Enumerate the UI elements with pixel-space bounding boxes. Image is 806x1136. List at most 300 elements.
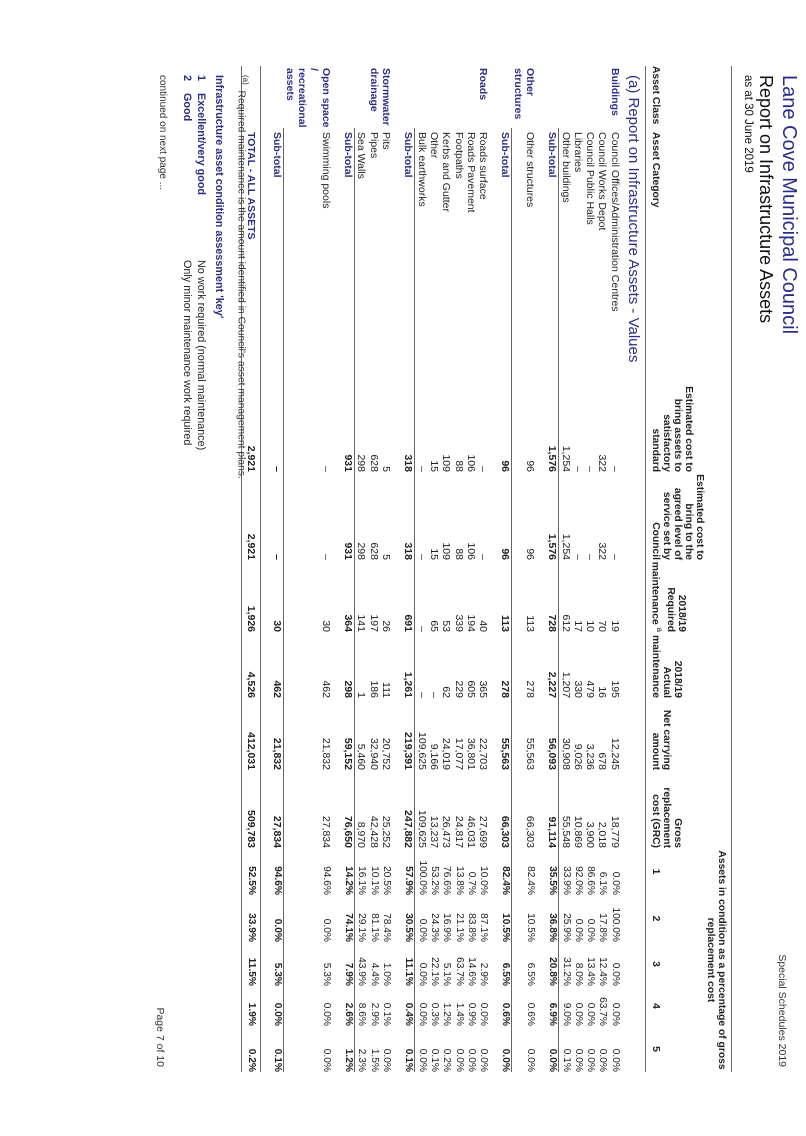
condition-percent-cell: 0.0% bbox=[585, 1048, 597, 1072]
condition-percent-cell: 0.0% bbox=[416, 962, 428, 986]
value-cell: 931 bbox=[342, 380, 355, 472]
condition-percent-cell: 20.8% bbox=[546, 942, 559, 986]
value-cell: – bbox=[271, 380, 284, 472]
value-cell: 1,207 bbox=[559, 671, 572, 698]
condition-percent-cell: 100.0% bbox=[609, 907, 621, 942]
asset-class-cell: Buildings bbox=[608, 68, 621, 116]
value-cell: 322 bbox=[596, 542, 609, 560]
value-cell: 109 bbox=[440, 454, 453, 472]
value-cell: – bbox=[319, 466, 332, 472]
value-cell: 1 bbox=[355, 692, 368, 698]
footnote-mark: (a) bbox=[241, 75, 250, 85]
condition-percent-cell: 0.0% bbox=[271, 986, 284, 1026]
condition-percent-cell: 0.0% bbox=[572, 1002, 584, 1026]
value-cell: – bbox=[477, 466, 490, 472]
table-row bbox=[596, 66, 608, 1072]
table-row bbox=[380, 66, 392, 1072]
condition-percent-cell: 0.2% bbox=[441, 1048, 453, 1072]
value-cell: 21,832 bbox=[319, 737, 332, 770]
condition-percent-cell: 76.6% bbox=[441, 866, 453, 895]
condition-percent-cell: 6.5% bbox=[499, 942, 512, 986]
value-cell: 76,650 bbox=[342, 770, 355, 848]
condition-percent-cell: 0.1% bbox=[428, 1048, 440, 1072]
key-item-name: Excellent/very good bbox=[195, 93, 207, 196]
col-est-cost-agreed: Estimated cost to bring to the agreed level of service set by Council bbox=[646, 472, 706, 560]
condition-percent-cell: 30.5% bbox=[402, 895, 415, 942]
value-cell: 46,031 bbox=[464, 815, 477, 848]
condition-percent-cell: 0.0% bbox=[478, 1002, 490, 1026]
condition-percent-cell: 10.5% bbox=[499, 895, 512, 942]
value-cell: 1,254 bbox=[559, 445, 572, 472]
value-cell: 16 bbox=[596, 686, 609, 698]
condition-percent-cell: 87.1% bbox=[478, 913, 490, 942]
value-cell: 25,252 bbox=[380, 815, 393, 848]
page-number: Page 7 of 10 bbox=[154, 1007, 166, 1067]
condition-percent-cell: 0.7% bbox=[465, 871, 477, 895]
condition-percent-cell: 7.9% bbox=[342, 942, 355, 986]
value-cell: 691 bbox=[402, 560, 415, 632]
value-cell: 96 bbox=[499, 472, 512, 560]
value-cell: 462 bbox=[271, 632, 284, 698]
condition-percent-cell: 14.2% bbox=[342, 848, 355, 895]
condition-percent-cell: 0.1% bbox=[381, 1002, 393, 1026]
condition-percent-cell: 100.0% bbox=[416, 860, 428, 895]
value-cell: – bbox=[319, 554, 332, 560]
value-cell: 15 bbox=[427, 460, 440, 472]
table-row bbox=[608, 66, 620, 1072]
condition-percent-cell: 78.4% bbox=[381, 913, 393, 942]
value-cell: 678 bbox=[596, 752, 609, 770]
footnote-text: Required maintenance is the amount identified in Council's asset management plans. bbox=[235, 90, 247, 479]
condition-percent-cell: 53.2% bbox=[428, 866, 440, 895]
value-cell: – bbox=[271, 472, 284, 560]
value-cell: 66,303 bbox=[499, 770, 512, 848]
value-cell: 55,563 bbox=[499, 698, 512, 770]
condition-percent-cell: 14.6% bbox=[465, 957, 477, 986]
value-cell: 56,093 bbox=[546, 698, 559, 770]
condition-percent-cell: 0.0% bbox=[585, 1002, 597, 1026]
value-cell: 109,625 bbox=[415, 732, 428, 770]
value-cell: 27,834 bbox=[319, 815, 332, 848]
value-cell: 194 bbox=[464, 614, 477, 632]
value-cell: 8,970 bbox=[355, 821, 368, 848]
infrastructure-assets-table bbox=[241, 66, 732, 1072]
condition-percent-cell: 0.1% bbox=[560, 1048, 572, 1072]
key-item-description: No work required (normal maintenance) bbox=[195, 260, 207, 451]
condition-percent-cell: 13.8% bbox=[453, 866, 465, 895]
table-row bbox=[428, 66, 440, 1072]
condition-percent-cell: 22.1% bbox=[428, 957, 440, 986]
condition-percent-cell: 74.1% bbox=[342, 895, 355, 942]
condition-percent-cell: 20.5% bbox=[381, 866, 393, 895]
value-cell: 30 bbox=[271, 560, 284, 632]
asset-category-cell: Other structures bbox=[523, 132, 536, 208]
condition-percent-cell: 13.4% bbox=[585, 957, 597, 986]
subtotal-label: Sub-total bbox=[402, 128, 415, 380]
subtotal-row bbox=[342, 66, 355, 1072]
subtotal-row bbox=[546, 66, 559, 1072]
table-row bbox=[584, 66, 596, 1072]
condition-percent-cell: 6.5% bbox=[524, 962, 536, 986]
value-cell: 27,699 bbox=[477, 815, 490, 848]
value-cell: 9,026 bbox=[571, 743, 584, 770]
value-cell: 17,077 bbox=[452, 737, 465, 770]
condition-percent-cell: 10.0% bbox=[478, 866, 490, 895]
condition-percent-cell: 16.9% bbox=[441, 913, 453, 942]
condition-percent-cell: 0.9% bbox=[465, 1002, 477, 1026]
value-cell: 42,428 bbox=[367, 815, 380, 848]
value-cell: 247,882 bbox=[402, 770, 415, 848]
value-cell: 186 bbox=[367, 680, 380, 698]
header-schedule-label: Special Schedules 2019 bbox=[776, 954, 788, 1067]
value-cell: 32,940 bbox=[367, 737, 380, 770]
condition-percent-cell: 0.3% bbox=[428, 1002, 440, 1026]
value-cell: – bbox=[584, 466, 597, 472]
value-cell: 2,921 bbox=[241, 380, 260, 472]
value-cell: – bbox=[415, 554, 428, 560]
value-cell: 62 bbox=[440, 686, 453, 698]
col-gross-replacement: Gross replacement cost (GRC) bbox=[646, 770, 706, 848]
condition-percent-cell: 17.8% bbox=[597, 913, 609, 942]
condition-percent-cell: 2.9% bbox=[368, 1002, 380, 1026]
value-cell: 24,817 bbox=[452, 815, 465, 848]
value-cell: – bbox=[477, 554, 490, 560]
report-date: as at 30 June 2019 bbox=[742, 75, 754, 173]
value-cell: 141 bbox=[355, 614, 368, 632]
asset-class-cell: Other structures bbox=[511, 68, 536, 120]
table-row bbox=[512, 66, 536, 1072]
value-cell: 21,832 bbox=[271, 698, 284, 770]
condition-percent-cell: 0.0% bbox=[416, 1002, 428, 1026]
col-actual-maintenance: 2018/19 Actual maintenance bbox=[646, 632, 706, 698]
value-cell: 26 bbox=[380, 620, 393, 632]
condition-percent-cell: 8.0% bbox=[572, 962, 584, 986]
value-cell: 330 bbox=[571, 680, 584, 698]
condition-percent-cell: 0.1% bbox=[402, 1026, 415, 1072]
section-title: (a) Report on Infrastructure Assets - Values bbox=[625, 75, 642, 363]
subtotal-row bbox=[499, 66, 512, 1072]
condition-percent-cell: 24.3% bbox=[428, 913, 440, 942]
value-cell: 15 bbox=[427, 548, 440, 560]
council-title: Lane Cove Municipal Council bbox=[778, 75, 800, 335]
condition-percent-cell: 0.6% bbox=[499, 986, 512, 1026]
value-cell: 40 bbox=[477, 620, 490, 632]
value-cell: 113 bbox=[523, 615, 536, 632]
value-cell: 113 bbox=[499, 560, 512, 632]
condition-percent-cell: 0.0% bbox=[499, 1026, 512, 1072]
condition-percent-cell: 5.3% bbox=[271, 942, 284, 986]
condition-percent-cell: 0.0% bbox=[320, 918, 332, 942]
condition-percent-cell: 0.0% bbox=[478, 1048, 490, 1072]
subtotal-label: Sub-total bbox=[499, 128, 512, 380]
value-cell: 339 bbox=[452, 614, 465, 632]
key-item-name: Good bbox=[181, 93, 193, 122]
condition-percent-cell: 2.9% bbox=[478, 962, 490, 986]
value-cell: 612 bbox=[559, 614, 572, 632]
value-cell: 55,548 bbox=[559, 815, 572, 848]
required-maintenance-label: 2018/19 Required maintenance bbox=[650, 561, 688, 632]
condition-percent-cell: 82.4% bbox=[499, 848, 512, 895]
condition-percent-cell: 0.0% bbox=[609, 1048, 621, 1072]
table-row bbox=[415, 66, 428, 1072]
condition-percent-cell: 31.2% bbox=[560, 957, 572, 986]
table-row bbox=[477, 66, 489, 1072]
asset-category-cell: Sea Walls bbox=[355, 132, 368, 179]
key-item-number: 1 bbox=[195, 75, 207, 82]
value-cell: 278 bbox=[523, 680, 536, 698]
condition-percent-cell: 83.8% bbox=[465, 913, 477, 942]
table-row bbox=[465, 66, 477, 1072]
subtotal-label: Sub-total bbox=[271, 128, 284, 380]
condition-percent-cell: 0.6% bbox=[524, 1002, 536, 1026]
col-est-cost-satisfactory: Estimated cost to bring assets to satisfactory standard bbox=[646, 380, 706, 472]
col-cond-1: 1 bbox=[646, 848, 706, 895]
key-item-number: 2 bbox=[181, 75, 193, 82]
condition-percent-cell: 33.9% bbox=[560, 866, 572, 895]
value-cell: 106 bbox=[464, 454, 477, 472]
value-cell: 30 bbox=[319, 620, 332, 632]
value-cell: 462 bbox=[319, 680, 332, 698]
value-cell: 1,254 bbox=[559, 533, 572, 560]
condition-percent-cell: 0.0% bbox=[609, 962, 621, 986]
value-cell: 229 bbox=[452, 680, 465, 698]
value-cell: 365 bbox=[477, 680, 490, 698]
value-cell: 26,473 bbox=[440, 815, 453, 848]
asset-category-cell: Council Works Depot bbox=[596, 132, 609, 231]
value-cell: 59,152 bbox=[342, 698, 355, 770]
condition-percent-cell: 1.2% bbox=[342, 1026, 355, 1072]
value-cell: – bbox=[608, 554, 621, 560]
condition-percent-cell: 0.0% bbox=[320, 1048, 332, 1072]
value-cell: 2,921 bbox=[241, 472, 260, 560]
value-cell: 9,166 bbox=[427, 743, 440, 770]
condition-percent-cell: 8.6% bbox=[356, 1002, 368, 1026]
condition-percent-cell: 0.2% bbox=[241, 1026, 260, 1072]
col-cond-3: 3 bbox=[646, 942, 706, 986]
table-row bbox=[367, 66, 379, 1072]
condition-percent-cell: 16.1% bbox=[356, 866, 368, 895]
value-cell: 2,018 bbox=[596, 821, 609, 848]
asset-class-cell: Roads bbox=[477, 68, 490, 101]
value-cell: 36,801 bbox=[464, 737, 477, 770]
subtotal-label: Sub-total bbox=[546, 128, 559, 380]
condition-percent-cell: 0.0% bbox=[416, 918, 428, 942]
condition-percent-cell: 0.0% bbox=[453, 1048, 465, 1072]
value-cell: 728 bbox=[546, 560, 559, 632]
value-cell: – bbox=[415, 466, 428, 472]
value-cell: 22,703 bbox=[477, 737, 490, 770]
table-row bbox=[559, 66, 572, 1072]
value-cell: 3,236 bbox=[584, 743, 597, 770]
condition-percent-cell: 82.4% bbox=[524, 866, 536, 895]
value-cell: 278 bbox=[499, 632, 512, 698]
condition-percent-cell: 36.8% bbox=[546, 895, 559, 942]
condition-percent-cell: 0.4% bbox=[402, 986, 415, 1026]
value-cell: – bbox=[571, 554, 584, 560]
value-cell: 5,460 bbox=[355, 743, 368, 770]
value-cell: 195 bbox=[608, 680, 621, 698]
asset-category-cell: Council Offices/Administration Centres bbox=[608, 132, 621, 312]
value-cell: 298 bbox=[342, 632, 355, 698]
col-required-maintenance bbox=[646, 560, 706, 632]
value-cell: 318 bbox=[402, 380, 415, 472]
condition-percent-cell: 0.0% bbox=[572, 918, 584, 942]
table-row bbox=[284, 66, 332, 1072]
asset-category-cell: Roads Pavement bbox=[464, 132, 477, 213]
condition-percent-cell: 0.0% bbox=[609, 871, 621, 895]
value-cell: 88 bbox=[452, 460, 465, 472]
condition-percent-cell: 25.9% bbox=[560, 913, 572, 942]
value-cell: 65 bbox=[427, 620, 440, 632]
condition-percent-cell: 57.9% bbox=[402, 848, 415, 895]
condition-percent-cell: 1.9% bbox=[241, 986, 260, 1026]
col-asset-category: Asset Category bbox=[646, 128, 706, 380]
value-cell: – bbox=[608, 466, 621, 472]
condition-percent-cell: 5.1% bbox=[441, 962, 453, 986]
condition-percent-cell: 92.0% bbox=[572, 866, 584, 895]
asset-class-cell: Open space / recreational assets bbox=[283, 68, 332, 128]
value-cell: 605 bbox=[464, 680, 477, 698]
condition-percent-cell: 21.1% bbox=[453, 913, 465, 942]
value-cell: – bbox=[415, 692, 428, 698]
col-cond-2: 2 bbox=[646, 895, 706, 942]
asset-category-cell: Swimming pools bbox=[319, 132, 332, 209]
asset-category-cell: Kerbs and Gutter bbox=[440, 132, 453, 212]
col-asset-class: Asset Class bbox=[646, 66, 706, 128]
value-cell: 628 bbox=[367, 542, 380, 560]
condition-percent-cell: 0.0% bbox=[271, 895, 284, 942]
value-cell: 628 bbox=[367, 454, 380, 472]
subtotal-row bbox=[402, 66, 415, 1072]
table-row bbox=[440, 66, 452, 1072]
condition-percent-cell: 2.3% bbox=[356, 1048, 368, 1072]
asset-category-cell: Other bbox=[427, 132, 440, 159]
value-cell: 12,245 bbox=[608, 737, 621, 770]
condition-percent-cell: 6.1% bbox=[597, 871, 609, 895]
total-label: TOTAL - ALL ASSETS bbox=[241, 128, 260, 380]
value-cell: 5 bbox=[380, 466, 393, 472]
value-cell: 30,908 bbox=[559, 737, 572, 770]
value-cell: 1,261 bbox=[402, 632, 415, 698]
condition-percent-cell: 0.0% bbox=[524, 1048, 536, 1072]
value-cell: 53 bbox=[440, 620, 453, 632]
value-cell: 96 bbox=[523, 460, 536, 472]
condition-percent-cell: 12.4% bbox=[597, 957, 609, 986]
value-cell: 17 bbox=[571, 620, 584, 632]
condition-percent-cell: 5.3% bbox=[320, 962, 332, 986]
value-cell: 931 bbox=[342, 472, 355, 560]
value-cell: 318 bbox=[402, 472, 415, 560]
asset-category-cell: Roads surface bbox=[477, 132, 490, 200]
value-cell: 322 bbox=[596, 454, 609, 472]
value-cell: 55,563 bbox=[523, 737, 536, 770]
asset-category-cell: Pipes bbox=[367, 132, 380, 159]
value-cell: 96 bbox=[499, 380, 512, 472]
table-row bbox=[355, 66, 368, 1072]
condition-percent-cell: 0.0% bbox=[381, 1048, 393, 1072]
condition-percent-cell: 94.6% bbox=[320, 866, 332, 895]
condition-percent-cell: 94.6% bbox=[271, 848, 284, 895]
value-cell: 91,114 bbox=[546, 770, 559, 848]
value-cell: 66,303 bbox=[523, 815, 536, 848]
condition-percent-cell: 52.5% bbox=[241, 848, 260, 895]
condition-percent-cell: 63.7% bbox=[597, 997, 609, 1026]
value-cell: 109 bbox=[440, 542, 453, 560]
condition-percent-cell: 0.0% bbox=[572, 1048, 584, 1072]
value-cell: 479 bbox=[584, 680, 597, 698]
value-cell: 111 bbox=[380, 682, 393, 698]
col-net-carrying: Net carrying amount bbox=[646, 698, 706, 770]
subtotal-label: Sub-total bbox=[342, 128, 355, 380]
condition-percent-cell: 63.7% bbox=[453, 957, 465, 986]
value-cell: 96 bbox=[523, 548, 536, 560]
condition-percent-cell: 11.5% bbox=[241, 942, 260, 986]
value-cell: 5 bbox=[380, 554, 393, 560]
condition-percent-cell: 0.0% bbox=[416, 1048, 428, 1072]
asset-category-cell: Pits bbox=[380, 132, 393, 150]
condition-percent-cell: 43.9% bbox=[356, 957, 368, 986]
asset-category-cell: Other buildings bbox=[559, 132, 572, 203]
condition-percent-cell: 9.0% bbox=[560, 1002, 572, 1026]
asset-category-cell: Footpaths bbox=[452, 132, 465, 179]
condition-percent-cell: 0.0% bbox=[597, 1048, 609, 1072]
report-subtitle: Report on Infrastructure Assets bbox=[756, 75, 776, 324]
condition-percent-cell: 1.4% bbox=[453, 1002, 465, 1026]
key-item-description: Only minor maintenance work required bbox=[181, 260, 193, 446]
value-cell: 106 bbox=[464, 542, 477, 560]
condition-percent-cell: 4.4% bbox=[368, 962, 380, 986]
value-cell: 109,625 bbox=[415, 810, 428, 848]
col-cond-5: 5 bbox=[646, 1026, 706, 1072]
condition-percent-cell: 0.0% bbox=[609, 1002, 621, 1026]
condition-percent-cell: 0.0% bbox=[585, 918, 597, 942]
condition-percent-cell: 1.2% bbox=[441, 1002, 453, 1026]
value-cell: 18,779 bbox=[608, 815, 621, 848]
value-cell: 88 bbox=[452, 548, 465, 560]
asset-class-cell: Stormwater drainage bbox=[368, 68, 393, 126]
value-cell: – bbox=[427, 692, 440, 698]
value-cell: 364 bbox=[342, 560, 355, 632]
condition-group-header: Assets in condition as a percentage of gross replacement cost bbox=[705, 848, 732, 1072]
condition-percent-cell: 81.1% bbox=[368, 913, 380, 942]
condition-percent-cell: 33.9% bbox=[241, 895, 260, 942]
value-cell: 20,752 bbox=[380, 737, 393, 770]
value-cell: 1,926 bbox=[241, 560, 260, 632]
condition-percent-cell: 2.6% bbox=[342, 986, 355, 1026]
value-cell: 197 bbox=[367, 614, 380, 632]
condition-percent-cell: 0.0% bbox=[546, 1026, 559, 1072]
condition-key-title: Infrastructure asset condition assessment 'key' bbox=[213, 75, 225, 319]
table-row bbox=[452, 66, 464, 1072]
key-item-2 bbox=[179, 0, 193, 700]
col-cond-4: 4 bbox=[646, 986, 706, 1026]
value-cell: 298 bbox=[355, 542, 368, 560]
value-cell: 1,576 bbox=[546, 472, 559, 560]
condition-percent-cell: 86.6% bbox=[585, 866, 597, 895]
value-cell: 219,391 bbox=[402, 698, 415, 770]
subtotal-row bbox=[271, 66, 284, 1072]
value-cell: 10 bbox=[584, 620, 597, 632]
continued-note: continued on next page ... bbox=[157, 75, 168, 191]
value-cell: 24,019 bbox=[440, 737, 453, 770]
value-cell: 70 bbox=[596, 620, 609, 632]
value-cell: 13,237 bbox=[427, 815, 440, 848]
condition-percent-cell: 1.5% bbox=[368, 1048, 380, 1072]
condition-percent-cell: 10.5% bbox=[524, 913, 536, 942]
asset-category-cell: Bulk earthworks bbox=[415, 132, 428, 207]
value-cell: 27,834 bbox=[271, 770, 284, 848]
condition-percent-cell: 6.9% bbox=[546, 986, 559, 1026]
